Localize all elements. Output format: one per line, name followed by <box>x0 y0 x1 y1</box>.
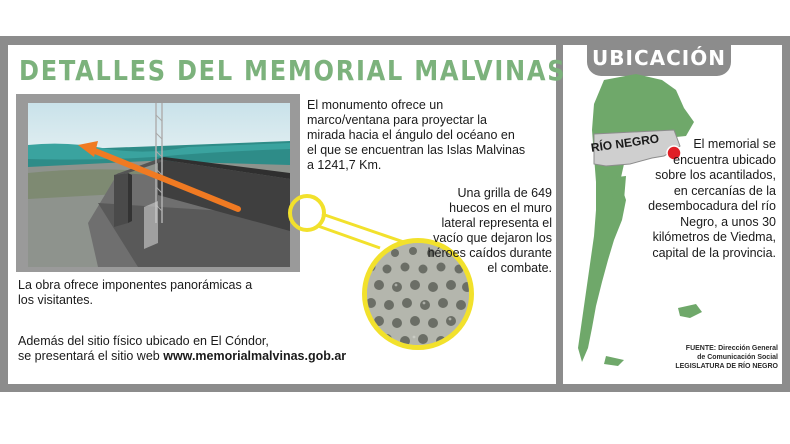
source-credit <box>648 344 778 371</box>
website-note-line-1: Además del sitio físico ubicado en El Cóndor, <box>18 334 269 348</box>
monument-description: El monumento ofrece un marco/ventana para proyectar la mirada hacia el ángulo del océano en el que se encuentran las Islas Malvinas a 1241,7 Km. <box>307 98 526 172</box>
website-note-line-2: se presentará el sitio web <box>18 349 160 363</box>
views-description: La obra ofrece imponentes panorámicas a los visitantes. <box>18 278 253 307</box>
grid-description: Una grilla de 649 huecos en el muro lateral representa el vacío que dejaron los héroes caídos durante el combate. <box>427 186 552 275</box>
website-note <box>18 334 418 364</box>
location-description: El memorial se encuentra ubicado sobre los acantilados, en cercanías de la desembocadura del río Negro, a unos 30 kilómetros de Viedma, capital de la provincia. <box>648 137 776 260</box>
location-tab-label: UBICACIÓN <box>587 42 731 76</box>
page-title: DETALLES DEL MEMORIAL MALVINAS <box>19 54 567 87</box>
source-line-2: de Comunicación Social <box>697 354 778 361</box>
website-url[interactable]: www.memorialmalvinas.gob.ar <box>163 349 347 363</box>
source-line-3: LEGISLATURA DE RÍO NEGRO <box>675 363 778 370</box>
source-line-1: FUENTE: Dirección General <box>685 345 778 352</box>
region-label: RÍO NEGRO <box>590 131 660 155</box>
